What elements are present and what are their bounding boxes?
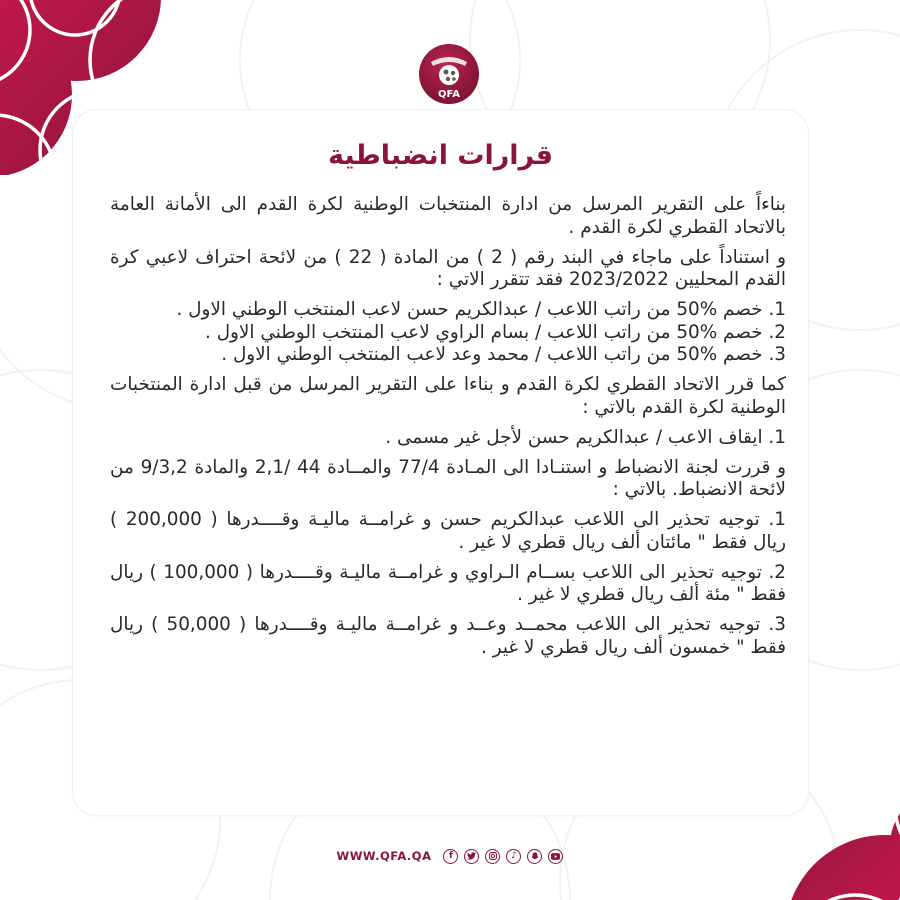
- announcement-card: [73, 110, 808, 815]
- facebook-icon[interactable]: f: [443, 849, 458, 864]
- fine-item: 2. توجيه تحذير الى اللاعب بســام الـراوي و غرامــة ماليـة وقــــدرها ( 100,000 ) ريال فقط " مئة ألف ريال قطري لا غير .: [110, 561, 786, 605]
- footer: [0, 845, 900, 867]
- salary-deduction-item: 1. خصم %50 من راتب اللاعب / عبدالكريم حسن لاعب المنتخب الوطني الاول .: [176, 299, 786, 320]
- salary-deduction-item: 2. خصم %50 من راتب اللاعب / بسام الراوي لاعب المنتخب الوطني الاول .: [205, 321, 786, 343]
- federation-decision-paragraph: كما قرر الاتحاد القطري لكرة القدم و بناءا على التقرير المرسل من قبل ادارة المنتخبات الوطنية لكرة القدم بالاتي :: [110, 374, 786, 418]
- fine-item: 1. توجيه تحذير الى اللاعب عبدالكريم حسن و غرامــة ماليـة وقــــدرها ( 200,000 ) ريال فقط " مائتان ألف ريال قطري لا غير .: [110, 509, 786, 553]
- snapchat-ghost-shape: [531, 852, 539, 860]
- fine-item: 3. توجيه تحذير الى اللاعب محمــد وعــد و غرامــة ماليـة وقــــدرها ( 50,000 ) ريال فقط " خمسون ألف ريال قطري لا غير .: [110, 614, 786, 658]
- website-link[interactable]: WWW.QFA.QA: [336, 849, 432, 863]
- twitter-bird-shape: [467, 852, 476, 860]
- salary-deduction-item: 3. خصم %50 من راتب اللاعب / محمد وعد لاعب المنتخب الوطني الاول .: [221, 344, 786, 365]
- page-title: قرارات انضباطية: [327, 140, 554, 171]
- document-body: [110, 194, 786, 667]
- instagram-icon[interactable]: [485, 849, 500, 864]
- youtube-icon[interactable]: [548, 849, 563, 864]
- qfa-logo: [417, 42, 481, 106]
- instagram-shape: [489, 852, 497, 860]
- twitter-icon[interactable]: [464, 849, 479, 864]
- suspension-item: 1. ايقاف الاعب / عبدالكريم حسن لأجل غير مسمى .: [385, 426, 786, 448]
- tiktok-icon[interactable]: ♪: [506, 849, 521, 864]
- snapchat-icon[interactable]: [527, 849, 542, 864]
- youtube-play-shape: [551, 853, 560, 860]
- disciplinary-committee-paragraph: و قررت لجنة الانضباط و استنـادا الى المـادة 77/4 والمــادة 44 /2,1 والمادة 9/3,2 من لائحة الانضباط. بالاتي :: [110, 456, 787, 500]
- logo-text: QFA: [438, 89, 460, 100]
- basis-paragraph: و استناداً على ماجاء في البند رقم ( 2 ) من المادة ( 22 ) من لائحة احتراف لاعبي كرة القدم المحليين 2023/2022 فقد تتقرر الاتي :: [110, 246, 786, 290]
- intro-paragraph: بناءاً على التقرير المرسل من ادارة المنتخبات الوطنية لكرة القدم الى الأمانة العامة بالاتحاد القطري لكرة القدم .: [110, 194, 786, 238]
